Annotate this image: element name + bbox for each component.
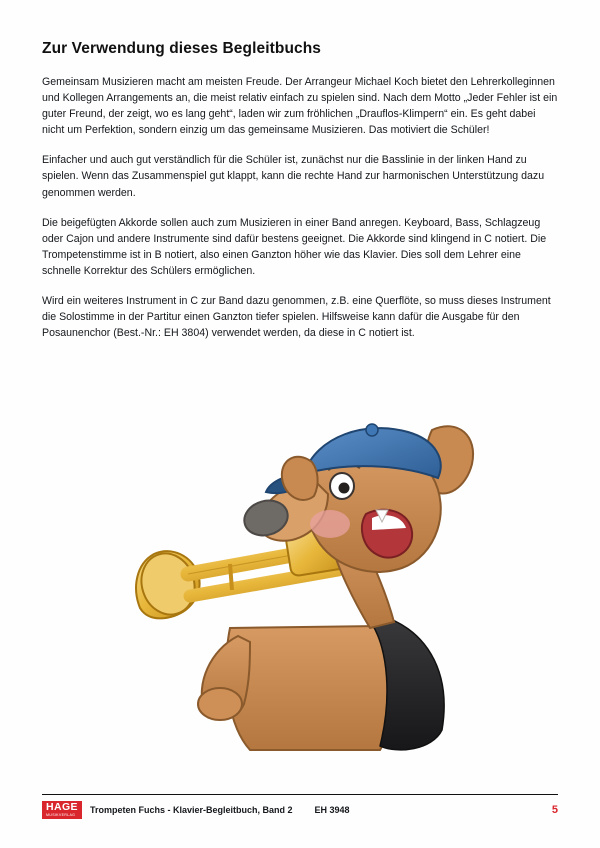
page-content [42,40,558,355]
hage-logo [42,801,82,819]
footer-order-code: EH 3948 [314,805,350,816]
dog-head [240,424,473,572]
dog-body [198,614,444,750]
dog-playing-trumpet-icon [80,378,520,758]
page-footer [42,794,558,820]
logo-sub-text: MUSIKVERLAG [46,812,76,817]
footer-divider [42,794,558,795]
page-number: 5 [551,804,558,817]
paragraph-chords: Die beigefügten Akkorde sollen auch zum Musizieren in einer Band anregen. Keyboard, Bass, Schlagzeug oder Cajon und andere Instrumente sind dafür bestens geeignet. Die Akkorde sind klingend in C notiert. Die Trompetenstimme ist in B notiert, also einen Ganzton höher wie das Klavier. Dies soll dem Lehrer eine schnelle Korrektur des Schülers ermöglichen. [42,216,547,277]
footer-title: Trompeten Fuchs - Klavier-Begleitbuch, Band 2 [89,805,293,816]
paragraph-intro: Gemeinsam Musizieren macht am meisten Freude. Der Arrangeur Michael Koch bietet den Lehrerkolleginnen und Kollegen Arrangements an, die meist relativ einfach zu spielen sind. Nach dem Motto „Jeder Fehler ist ein guter Freund, der zeigt, wo es lang geht“, laden wir zum fröhlichen „Drauflos-Klimpern“ ein. Es geht dabei nicht um Perfektion, sondern einzig um das gemeinsame Musizieren. Das motiviert die Schüler! [42,76,558,137]
logo-main-text: HAGE [46,801,78,813]
illustration-container [0,378,600,778]
paragraph-bassline: Einfacher und auch gut verständlich für die Schüler ist, zunächst nur die Basslinie in der linken Hand zu spielen. Wenn das Zusammenspiel gut klappt, kann die rechte Hand zur harmonischen Unterstützung dazu genommen werden. [42,154,545,199]
page-title: Zur Verwendung dieses Begleitbuchs [42,40,322,57]
paragraph-transposition: Wird ein weiteres Instrument in C zur Band dazu genommen, z.B. eine Querflöte, so muss dieses Instrument die Solostimme in der Partitur einen Ganzton tiefer spielen. Hilfsweise kann dafür die Ausgabe für den Posaunenchor (Best.-Nr.: EH 3804) verwendet werden, da diese in C notiert ist. [42,295,551,340]
